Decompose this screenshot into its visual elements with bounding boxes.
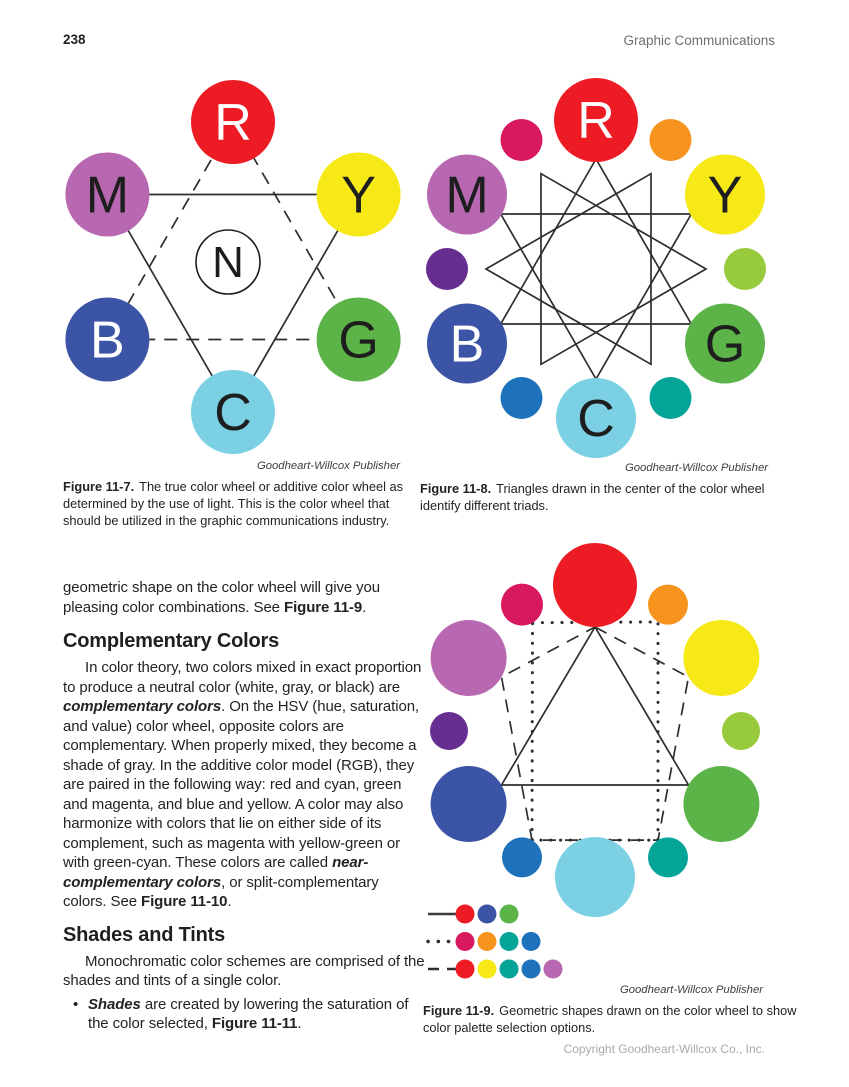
color-node <box>648 837 688 877</box>
wheel-shape-dotted <box>532 622 658 840</box>
wheel-letter-Y: Y <box>707 166 743 225</box>
color-node <box>648 585 688 625</box>
color-node <box>650 377 692 419</box>
legend-swatch <box>544 960 563 979</box>
additive-color-wheel-diagram <box>63 80 412 458</box>
text-run: geometric shape on the color wheel will give you pleasing color combinations. See <box>63 579 381 616</box>
figure-caption-label: Figure 11-7. <box>63 479 135 494</box>
figure-caption-text: Geometric shapes drawn on the color wheel to show color palette selection options. <box>423 1003 797 1036</box>
wheel-letter-M: M <box>445 166 489 225</box>
figure-caption-label: Figure 11-8. <box>420 481 492 496</box>
figure-caption-text: Triangles drawn in the center of the color wheel identify different triads. <box>420 481 765 514</box>
running-head: Graphic Communications <box>623 33 775 48</box>
legend-swatch <box>456 905 475 924</box>
figure-credit: Goodheart-Willcox Publisher <box>624 462 768 474</box>
color-node <box>502 837 542 877</box>
bullet-list <box>63 995 425 1034</box>
text-run: complementary colors <box>63 698 222 715</box>
heading-complementary-colors: Complementary Colors <box>63 630 280 652</box>
text-run: Monochromatic color schemes are comprised of the shades and tints of a single color. <box>63 952 425 989</box>
wheel-shape-dashed <box>502 627 689 840</box>
legend-swatch <box>500 932 519 951</box>
text-run: . On the HSV (hue, saturation, and value) color wheel, opposite colors are complementary. When properly mixed, they become a shade of gray. In the additive color model (RGB), they are paired in the following way: red and cyan, green and magenta, and blue and yellow. A color may also harmonize with colors that lie on either side of its complement, such as magenta with yellow-green or with green-cyan. These colors are called <box>63 698 420 871</box>
color-node <box>501 584 543 626</box>
figure-11-9 <box>423 540 830 1036</box>
text-run: are created by lowering the saturation of the color selected, <box>88 995 409 1032</box>
color-node <box>724 248 766 290</box>
paragraph-continuation <box>63 578 425 617</box>
bullet-shades <box>63 995 425 1034</box>
wheel-letter-N: N <box>212 238 244 287</box>
color-node <box>430 712 468 750</box>
wheel-letter-M: M <box>85 166 130 225</box>
legend-swatch <box>478 905 497 924</box>
legend-swatch <box>478 932 497 951</box>
wheel-shape-solid <box>541 174 706 365</box>
text-run: near-complementary colors <box>63 854 369 891</box>
figure-caption-label: Figure 11-9. <box>423 1003 495 1018</box>
text-run: In color theory, two colors mixed in exact proportion to produce a neutral color (white, gray, or black) are <box>63 659 422 696</box>
color-node <box>683 766 759 842</box>
color-node <box>553 543 637 627</box>
text-run: Figure 11-9 <box>284 598 363 616</box>
figure-caption-text: The true color wheel or additive color wheel as determined by the use of light. This is the color wheel that should be utilized in the graphic communications industry. <box>63 479 404 529</box>
text-run: Figure 11-10 <box>141 893 228 910</box>
legend-swatch <box>500 905 519 924</box>
text-run: , or split-complementary colors. See <box>63 873 379 910</box>
figure-11-7 <box>63 80 412 530</box>
legend-swatch <box>522 932 541 951</box>
wheel-shape-solid <box>501 214 692 379</box>
text-run: Figure 11-11 <box>211 1015 298 1032</box>
figure-11-8 <box>420 78 805 514</box>
color-node <box>501 377 543 419</box>
wheel-letter-C: C <box>577 390 615 448</box>
figure-11-8-caption <box>420 480 805 514</box>
text-run: . <box>362 598 367 616</box>
wheel-letter-R: R <box>577 92 615 150</box>
color-node <box>683 620 759 696</box>
legend-swatch <box>522 960 541 979</box>
figure-11-7-caption <box>63 478 412 530</box>
text-run: . <box>297 1015 302 1032</box>
body-text-column <box>63 578 425 1034</box>
wheel-letter-G: G <box>338 311 379 370</box>
color-node <box>426 248 468 290</box>
color-node <box>501 119 543 161</box>
text-run: . <box>227 893 232 910</box>
figure-11-9-caption <box>423 1002 815 1036</box>
wheel-letter-G: G <box>704 315 746 374</box>
copyright-line: Copyright Goodheart-Willcox Co., Inc. <box>563 1042 765 1056</box>
wheel-letter-Y: Y <box>341 166 376 225</box>
wheel-letter-B: B <box>449 315 485 374</box>
wheel-shape-solid <box>502 627 689 785</box>
page-number: 238 <box>63 32 86 47</box>
color-node <box>431 620 507 696</box>
color-node <box>722 712 760 750</box>
heading-shades-and-tints: Shades and Tints <box>63 923 226 946</box>
wheel-letter-B: B <box>90 311 125 370</box>
legend-swatch <box>456 960 475 979</box>
wheel-shape-solid <box>501 159 692 324</box>
paragraph-monochromatic <box>63 952 425 991</box>
color-node <box>555 837 635 917</box>
wheel-shape-solid <box>486 174 651 365</box>
legend-swatch <box>500 960 519 979</box>
paragraph-complementary <box>63 658 425 912</box>
legend-swatch <box>456 932 475 951</box>
palette-shapes-color-wheel-diagram <box>423 540 830 982</box>
figure-credit: Goodheart-Willcox Publisher <box>619 984 763 996</box>
color-node <box>431 766 507 842</box>
figure-credit: Goodheart-Willcox Publisher <box>256 460 400 472</box>
triads-color-wheel-diagram <box>420 78 805 460</box>
legend-swatch <box>478 960 497 979</box>
wheel-letter-C: C <box>214 384 252 442</box>
text-run: Shades <box>88 995 141 1013</box>
wheel-letter-R: R <box>214 94 252 152</box>
color-node <box>650 119 692 161</box>
